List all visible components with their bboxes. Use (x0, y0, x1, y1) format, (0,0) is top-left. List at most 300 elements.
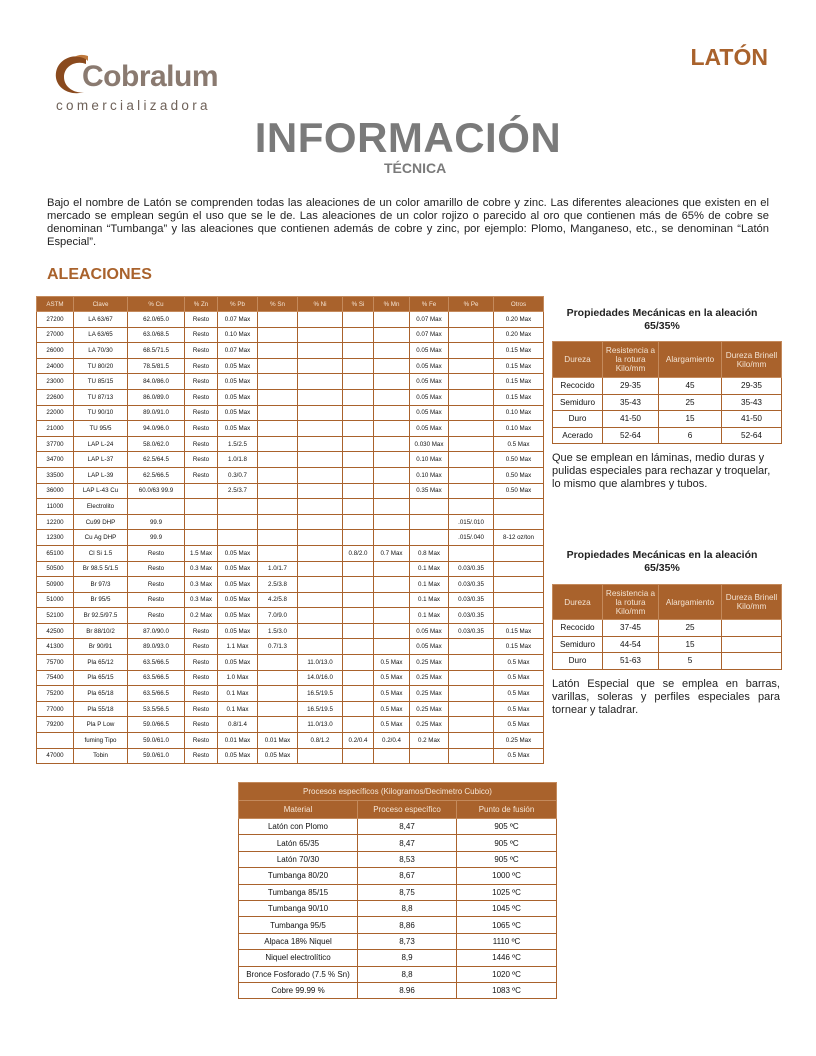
table-cell: 0.05 Max (218, 623, 258, 639)
table-cell: 0.1 Max (410, 592, 449, 608)
table-cell: 0.07 Max (410, 312, 449, 328)
table-cell: 1.0/1.7 (258, 561, 298, 577)
table-row (37, 312, 544, 328)
table-cell: 0.07 Max (218, 343, 258, 359)
table-cell (185, 483, 218, 499)
table-cell (258, 499, 298, 515)
table-cell: 15 (659, 411, 722, 428)
table-cell (185, 514, 218, 530)
table-row (37, 545, 544, 561)
table-cell: 0.5 Max (494, 670, 544, 686)
table-cell: fuming Tipo (74, 733, 128, 749)
prop2-table (552, 584, 782, 670)
table-cell: 52-64 (603, 427, 659, 444)
table-cell: 0.05 Max (218, 421, 258, 437)
table-cell: 25 (659, 620, 722, 637)
table-cell (343, 343, 374, 359)
table-row (239, 851, 557, 867)
table-row (553, 378, 782, 395)
procesos-caption: Procesos específicos (Kilogramos/Decimetro Cubico) (239, 783, 557, 801)
table-cell (343, 312, 374, 328)
table-cell (258, 389, 298, 405)
table-row (37, 561, 544, 577)
table-cell: 1025 ºC (457, 884, 557, 900)
table-cell: 75400 (37, 670, 74, 686)
table-cell: Resto (185, 327, 218, 343)
table-cell: 0.25 Max (494, 733, 544, 749)
table-cell: 52100 (37, 608, 74, 624)
prop1-note: Que se emplean en láminas, medio duras y pulidas especiales para rechazar y troquelar, lo mismo que alambres y tubos. (552, 452, 771, 490)
table-row (37, 358, 544, 374)
table-cell: 1110 ºC (457, 933, 557, 949)
column-header: % Mn (374, 297, 410, 312)
table-cell: 45 (659, 378, 722, 395)
table-cell: 0.25 Max (410, 701, 449, 717)
table-row (37, 374, 544, 390)
table-cell: 12200 (37, 514, 74, 530)
table-row (553, 427, 782, 444)
table-cell (449, 639, 494, 655)
table-cell: 0.05 Max (410, 623, 449, 639)
table-cell: Latón con Plomo (239, 819, 358, 835)
table-cell: LAP L-43 Cu (74, 483, 128, 499)
table-cell: 0.7/1.3 (258, 639, 298, 655)
table-row (37, 405, 544, 421)
table-cell (449, 545, 494, 561)
table-cell (343, 639, 374, 655)
table-cell: 60.0/63 99.9 (128, 483, 185, 499)
table-cell: Resto (128, 561, 185, 577)
table-cell: Resto (185, 436, 218, 452)
column-header: % Pb (218, 297, 258, 312)
table-cell: 0.2 Max (410, 733, 449, 749)
table-cell: Cu Ag DHP (74, 530, 128, 546)
table-cell (298, 639, 343, 655)
table-cell (449, 327, 494, 343)
table-cell: Latón 65/35 (239, 835, 358, 851)
aleaciones-heading: ALEACIONES (47, 266, 152, 283)
table-cell (494, 514, 544, 530)
table-row (37, 327, 544, 343)
table-cell: 0.07 Max (410, 327, 449, 343)
table-cell: 5 (659, 653, 722, 670)
table-cell (298, 389, 343, 405)
table-cell (298, 623, 343, 639)
table-cell (258, 655, 298, 671)
table-cell (343, 608, 374, 624)
logo-subtitle: comercializadora (56, 98, 211, 113)
table-cell: 1000 ºC (457, 868, 557, 884)
table-row (553, 653, 782, 670)
table-cell (374, 452, 410, 468)
table-cell: 1020 ºC (457, 966, 557, 982)
table-cell: Duro (553, 411, 603, 428)
table-cell: 41-50 (603, 411, 659, 428)
table-cell: 0.25 Max (410, 717, 449, 733)
table-cell: 86.0/89.0 (128, 389, 185, 405)
company-logo (52, 52, 227, 122)
table-cell: 0.1 Max (410, 608, 449, 624)
table-cell (374, 514, 410, 530)
table-cell: Resto (185, 623, 218, 639)
table-cell: 0.8/2.0 (343, 545, 374, 561)
table-cell (258, 405, 298, 421)
table-cell (298, 358, 343, 374)
table-row (239, 933, 557, 949)
table-cell: 23000 (37, 374, 74, 390)
table-cell: 42500 (37, 623, 74, 639)
table-cell: 11000 (37, 499, 74, 515)
table-cell: 0.35 Max (410, 483, 449, 499)
table-cell (374, 389, 410, 405)
aleaciones-table (36, 296, 544, 764)
table-cell: Resto (128, 608, 185, 624)
table-cell: 0.01 Max (218, 733, 258, 749)
table-row (37, 608, 544, 624)
table-cell: 905 ºC (457, 835, 557, 851)
table-cell: Resto (185, 670, 218, 686)
table-cell: 63.0/68.5 (128, 327, 185, 343)
table-cell: LA 63/65 (74, 327, 128, 343)
table-cell (218, 514, 258, 530)
table-cell: Tumbanga 95/5 (239, 917, 358, 933)
table-cell: 79200 (37, 717, 74, 733)
table-cell: 75200 (37, 686, 74, 702)
table-cell: 34700 (37, 452, 74, 468)
table-cell: 8.96 (358, 982, 457, 998)
table-cell: 0.1 Max (410, 577, 449, 593)
table-cell: TU 85/15 (74, 374, 128, 390)
table-cell: 0.05 Max (410, 421, 449, 437)
table-cell: 0.5 Max (494, 655, 544, 671)
table-cell (343, 717, 374, 733)
table-cell: Pla 65/12 (74, 655, 128, 671)
table-cell: Recocido (553, 620, 603, 637)
table-cell (449, 358, 494, 374)
table-cell (298, 561, 343, 577)
table-cell: Resto (185, 312, 218, 328)
table-cell (374, 327, 410, 343)
column-header: Dureza Brinell Kilo/mm (722, 342, 782, 378)
table-cell: 1.0 Max (218, 670, 258, 686)
table-cell: Tobin (74, 748, 128, 764)
table-cell: 84.0/86.0 (128, 374, 185, 390)
table-cell (410, 514, 449, 530)
table-cell (343, 358, 374, 374)
table-cell: 51-63 (603, 653, 659, 670)
table-cell (494, 608, 544, 624)
table-cell (449, 483, 494, 499)
table-cell: 11.0/13.0 (298, 717, 343, 733)
table-cell: 0.10 Max (494, 405, 544, 421)
table-row (37, 686, 544, 702)
table-cell (343, 436, 374, 452)
table-cell: 8,73 (358, 933, 457, 949)
table-row (37, 639, 544, 655)
table-cell (722, 620, 782, 637)
table-cell: .015/.010 (449, 514, 494, 530)
table-cell (343, 561, 374, 577)
table-cell (298, 514, 343, 530)
intro-paragraph: Bajo el nombre de Latón se comprenden todas las aleaciones de un color amarillo de cobre y zinc. Las diferentes aleaciones que existen en el mercado se emplean según el uso que se le de. Las aleaciones de un color rojizo o parecido al oro que contienen más de 65% de cobre se denominan “Tumbanga” y las aleaciones que contienen además de cobre y zinc, por ejemplo: Plomo, Manganeso, etc., se denominan “Latón Especial”. (47, 197, 769, 248)
table-cell: 0.5 Max (374, 701, 410, 717)
table-cell: 51000 (37, 592, 74, 608)
table-cell: Resto (128, 577, 185, 593)
table-cell: 905 ºC (457, 851, 557, 867)
table-cell: 16.5/19.5 (298, 701, 343, 717)
table-cell: 50900 (37, 577, 74, 593)
table-cell: 0.05 Max (218, 561, 258, 577)
table-cell: 41-50 (722, 411, 782, 428)
table-cell (258, 717, 298, 733)
table-cell: 8,8 (358, 900, 457, 916)
table-cell: 89.0/93.0 (128, 639, 185, 655)
table-row (37, 389, 544, 405)
prop2-title: Propiedades Mecánicas en la aleación 65/35% (566, 549, 758, 574)
table-cell: 77000 (37, 701, 74, 717)
table-row (37, 499, 544, 515)
table-cell: Br 88/10/2 (74, 623, 128, 639)
table-cell (374, 561, 410, 577)
table-cell: Cobre 99.99 % (239, 982, 358, 998)
table-cell: 27200 (37, 312, 74, 328)
table-cell: 0.15 Max (494, 343, 544, 359)
table-cell: 16.5/19.5 (298, 686, 343, 702)
table-cell (374, 577, 410, 593)
table-cell: Resto (185, 421, 218, 437)
table-cell (343, 655, 374, 671)
table-cell (298, 530, 343, 546)
table-cell (449, 405, 494, 421)
table-cell: Resto (185, 686, 218, 702)
table-cell: 0.25 Max (410, 670, 449, 686)
procesos-table (238, 782, 557, 999)
table-cell (449, 686, 494, 702)
table-cell (343, 452, 374, 468)
table-cell: 0.8/1.2 (298, 733, 343, 749)
table-cell (343, 483, 374, 499)
page-subtitle: TÉCNICA (384, 160, 447, 176)
table-cell: 0.1 Max (218, 701, 258, 717)
table-cell (494, 561, 544, 577)
table-cell: 4.2/5.8 (258, 592, 298, 608)
table-cell: 0.3 Max (185, 592, 218, 608)
table-cell: 99.9 (128, 530, 185, 546)
table-cell (449, 343, 494, 359)
table-cell: Electrolito (74, 499, 128, 515)
table-cell: 0.05 Max (258, 748, 298, 764)
table-cell: 0.1 Max (410, 561, 449, 577)
table-row (239, 819, 557, 835)
table-cell: Resto (185, 452, 218, 468)
table-cell (298, 483, 343, 499)
page-title: INFORMACIÓN (254, 114, 562, 161)
table-cell: 44-54 (603, 636, 659, 653)
table-row (37, 733, 544, 749)
table-cell: 22000 (37, 405, 74, 421)
table-cell: Resto (128, 592, 185, 608)
table-cell (343, 389, 374, 405)
column-header: Dureza Brinell Kilo/mm (722, 585, 782, 620)
column-header: % Sn (258, 297, 298, 312)
table-cell (374, 530, 410, 546)
table-cell (258, 670, 298, 686)
table-cell (218, 530, 258, 546)
table-row (37, 748, 544, 764)
table-cell: 35-43 (722, 394, 782, 411)
table-cell (298, 421, 343, 437)
table-cell: 0.05 Max (218, 748, 258, 764)
table-cell: Recocido (553, 378, 603, 395)
column-header: % Cu (128, 297, 185, 312)
table-cell: 0.50 Max (494, 452, 544, 468)
table-cell (343, 592, 374, 608)
table-cell (258, 483, 298, 499)
table-cell: 0.03/0.35 (449, 561, 494, 577)
table-cell: 0.05 Max (410, 639, 449, 655)
table-cell: 0.5 Max (374, 670, 410, 686)
column-header: Dureza (553, 342, 603, 378)
table-cell (374, 748, 410, 764)
table-cell (258, 452, 298, 468)
table-cell: 99.9 (128, 514, 185, 530)
table-cell: 0.05 Max (218, 545, 258, 561)
table-cell: 21000 (37, 421, 74, 437)
table-row (239, 966, 557, 982)
table-cell: 0.10 Max (410, 467, 449, 483)
table-cell: 0.5 Max (494, 686, 544, 702)
table-cell: 0.2 Max (185, 608, 218, 624)
table-cell: 0.03/0.35 (449, 623, 494, 639)
table-cell (449, 748, 494, 764)
table-cell: Alpaca 18% Niquel (239, 933, 358, 949)
table-cell (343, 405, 374, 421)
table-cell: 0.5 Max (374, 655, 410, 671)
table-cell: 0.05 Max (218, 405, 258, 421)
table-row (37, 530, 544, 546)
table-cell: 63.5/66.5 (128, 655, 185, 671)
table-cell (410, 530, 449, 546)
table-cell (343, 670, 374, 686)
table-row (37, 467, 544, 483)
table-cell: LA 70/30 (74, 343, 128, 359)
section-tag: LATÓN (690, 44, 768, 70)
table-cell (343, 421, 374, 437)
column-header: Alargamiento (659, 585, 722, 620)
table-cell: 62.5/64.5 (128, 452, 185, 468)
table-cell: 1.5/3.0 (258, 623, 298, 639)
column-header: % Pe (449, 297, 494, 312)
table-cell: 0.05 Max (410, 374, 449, 390)
table-cell: Resto (185, 389, 218, 405)
table-row (239, 900, 557, 916)
table-cell: 0.10 Max (218, 327, 258, 343)
table-cell: Resto (185, 374, 218, 390)
table-row (553, 394, 782, 411)
table-cell: 59.0/66.5 (128, 717, 185, 733)
table-cell (258, 436, 298, 452)
table-cell: 0.05 Max (218, 608, 258, 624)
table-cell: Resto (185, 343, 218, 359)
table-cell: 1045 ºC (457, 900, 557, 916)
table-cell (449, 312, 494, 328)
column-header: % Fe (410, 297, 449, 312)
table-cell (258, 358, 298, 374)
column-header: Material (239, 801, 358, 819)
table-cell: Br 98.5 5/1.5 (74, 561, 128, 577)
table-row (553, 636, 782, 653)
table-cell: Resto (185, 467, 218, 483)
table-cell: Resto (185, 405, 218, 421)
table-cell: 27000 (37, 327, 74, 343)
table-row (37, 717, 544, 733)
table-row (239, 917, 557, 933)
table-cell: 1.1 Max (218, 639, 258, 655)
table-cell: Duro (553, 653, 603, 670)
table-cell: 0.15 Max (494, 639, 544, 655)
table-cell: 0.03/0.35 (449, 577, 494, 593)
table-cell: Cu99 DHP (74, 514, 128, 530)
table-cell: 14.0/16.0 (298, 670, 343, 686)
table-cell: 25 (659, 394, 722, 411)
table-cell (343, 514, 374, 530)
table-cell: 0.05 Max (410, 405, 449, 421)
table-cell: Resto (185, 655, 218, 671)
prop2-note: Latón Especial que se emplea en barras, varillas, soleras y perfiles especiales para tornear y taladrar. (552, 678, 780, 716)
table-cell (343, 467, 374, 483)
table-row (37, 623, 544, 639)
column-header: % Zn (185, 297, 218, 312)
table-row (553, 620, 782, 637)
column-header: Otros (494, 297, 544, 312)
table-cell: 37700 (37, 436, 74, 452)
table-cell: 0.05 Max (218, 592, 258, 608)
table-cell (494, 499, 544, 515)
table-cell: 53.5/56.5 (128, 701, 185, 717)
table-cell: 6 (659, 427, 722, 444)
table-cell: TU 87/13 (74, 389, 128, 405)
table-cell: Tumbanga 90/10 (239, 900, 358, 916)
table-cell: 1065 ºC (457, 917, 557, 933)
table-cell: 29-35 (722, 378, 782, 395)
table-cell: Br 97/3 (74, 577, 128, 593)
table-cell: 0.3 Max (185, 577, 218, 593)
table-cell: 15 (659, 636, 722, 653)
table-cell (298, 374, 343, 390)
table-cell: 2.5/3.7 (218, 483, 258, 499)
table-cell (374, 358, 410, 374)
table-cell: Br 90/91 (74, 639, 128, 655)
table-cell: Acerado (553, 427, 603, 444)
table-cell: 62.0/65.0 (128, 312, 185, 328)
table-cell (374, 592, 410, 608)
table-cell: Pla 55/18 (74, 701, 128, 717)
table-cell: 47000 (37, 748, 74, 764)
table-cell: Resto (185, 733, 218, 749)
column-header: % Si (343, 297, 374, 312)
table-row (239, 868, 557, 884)
table-cell: LA 63/67 (74, 312, 128, 328)
column-header: ASTM (37, 297, 74, 312)
table-cell: 58.0/62.0 (128, 436, 185, 452)
table-cell: 0.15 Max (494, 623, 544, 639)
table-cell: TU 80/20 (74, 358, 128, 374)
table-cell: Pla 65/15 (74, 670, 128, 686)
table-cell (374, 343, 410, 359)
table-cell: Resto (128, 545, 185, 561)
table-cell (449, 701, 494, 717)
table-cell: 94.0/96.0 (128, 421, 185, 437)
